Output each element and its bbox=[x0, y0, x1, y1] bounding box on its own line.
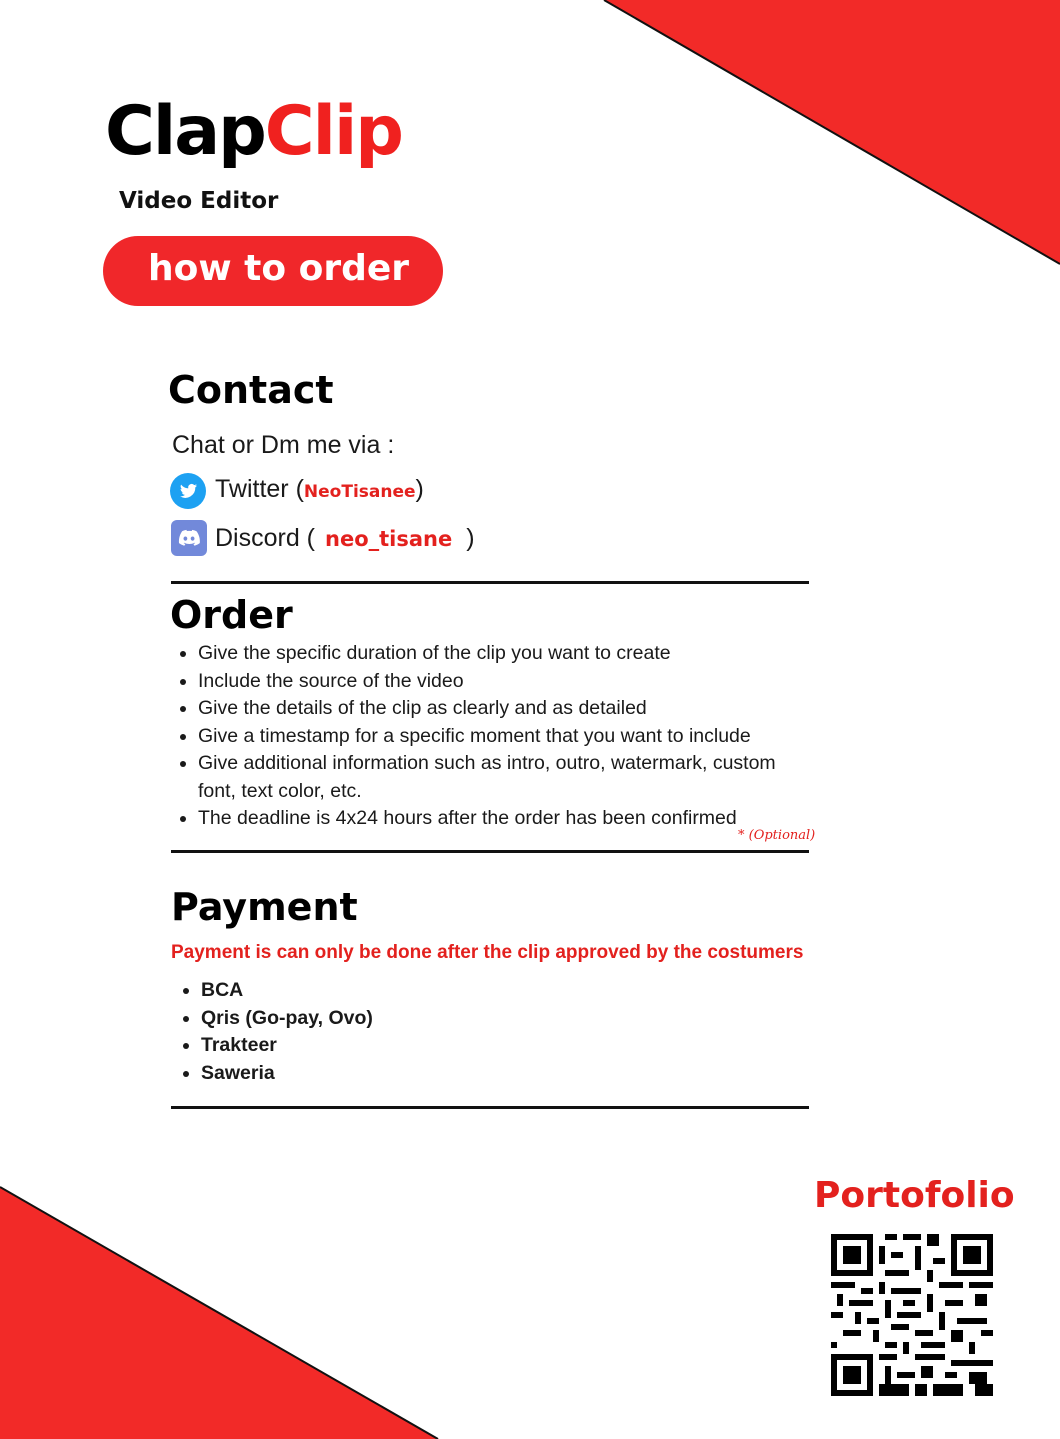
list-item: • Trakteer bbox=[201, 1032, 601, 1060]
twitter-close-paren: ) bbox=[415, 475, 424, 503]
twitter-handle[interactable]: NeoTisanee bbox=[303, 482, 416, 502]
divider bbox=[171, 850, 809, 853]
brand-logo bbox=[105, 92, 402, 171]
payment-methods-list bbox=[174, 977, 601, 1087]
how-to-order-banner: how to order bbox=[103, 236, 443, 306]
list-item: • Give additional information such as intro, outro, watermark, custom font, text color, etc. bbox=[198, 750, 818, 805]
qr-code-icon[interactable] bbox=[831, 1234, 993, 1396]
list-item: • Give a timestamp for a specific moment that you want to include bbox=[198, 723, 818, 751]
payment-note: Payment is can only be done after the clip approved by the costumers bbox=[171, 942, 804, 963]
discord-icon bbox=[171, 520, 207, 556]
discord-label: Discord ( bbox=[215, 524, 316, 552]
optional-note: * (Optional) bbox=[738, 828, 816, 843]
twitter-label: Twitter ( bbox=[215, 475, 304, 503]
discord-handle[interactable]: neo_tisane bbox=[325, 527, 453, 551]
contact-heading: Contact bbox=[168, 368, 334, 412]
order-instructions-list bbox=[171, 640, 818, 833]
list-item: • Include the source of the video bbox=[198, 668, 818, 696]
order-heading: Order bbox=[170, 593, 293, 637]
brand-subtitle: Video Editor bbox=[119, 188, 279, 214]
list-item: • BCA bbox=[201, 977, 601, 1005]
divider bbox=[171, 1106, 809, 1109]
brand-name-part2: Clip bbox=[264, 92, 402, 171]
list-item: • Give the details of the clip as clearly and as detailed bbox=[198, 695, 818, 723]
payment-heading: Payment bbox=[171, 885, 358, 929]
list-item: • The deadline is 4x24 hours after the order has been confirmed bbox=[198, 805, 818, 833]
discord-close-paren: ) bbox=[466, 524, 475, 552]
contact-intro: Chat or Dm me via : bbox=[172, 431, 395, 459]
list-item: • Qris (Go-pay, Ovo) bbox=[201, 1005, 601, 1033]
divider bbox=[171, 581, 809, 584]
discord-contact[interactable] bbox=[215, 526, 475, 551]
twitter-contact[interactable] bbox=[215, 477, 424, 502]
list-item: • Saweria bbox=[201, 1060, 601, 1088]
list-item: • Give the specific duration of the clip you want to create bbox=[198, 640, 818, 668]
portfolio-heading: Portofolio bbox=[814, 1175, 1015, 1216]
twitter-bird-icon bbox=[170, 473, 206, 509]
brand-name-part1: Clap bbox=[105, 92, 265, 171]
